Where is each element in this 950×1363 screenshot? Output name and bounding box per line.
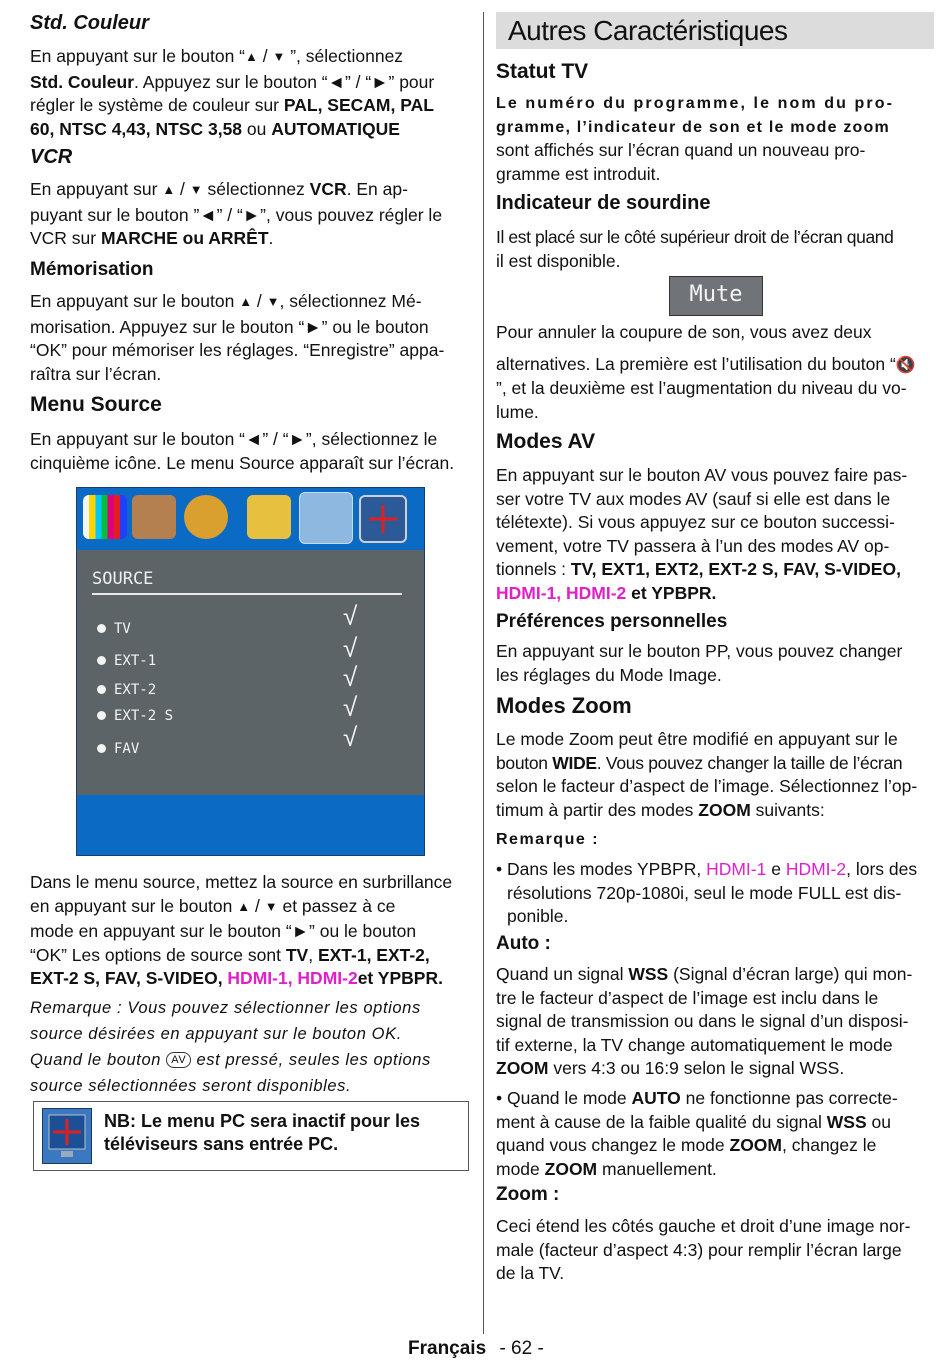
av-button-icon: AV: [166, 1052, 191, 1068]
tools-icon: [247, 495, 291, 539]
memorisation-text: En appuyant sur le bouton ▲ / ▼, sélectionnez Mé- morisation. Appuyez sur le bouton “►” ou le bouton “OK” pour mémoriser les réglages. “Enregistre” appa- raîtra sur l’écran.: [30, 291, 445, 384]
arrow-down-icon: ▼: [264, 898, 278, 914]
column-divider: [483, 12, 484, 1334]
arrow-down-icon: ▼: [189, 182, 203, 197]
heading-preferences: Préférences personnelles: [496, 611, 728, 632]
bullet-icon: [97, 711, 106, 720]
vcr-text: En appuyant sur ▲ / ▼ sélectionnez VCR. En ap- puyant sur le bouton ”◄” / “►”, vous pouvez régler le VCR sur MARCHE ou ARRÊT.: [30, 179, 443, 249]
nb-box: [33, 1101, 469, 1171]
page-footer: [408, 1337, 544, 1361]
menu-bottom-bar: [77, 795, 424, 855]
modes-av-text: En appuyant sur le bouton AV vous pouvez faire pas- ser votre TV aux modes AV (sauf si elle est dans le télétexte). Si vous appuyez sur ce bouton successi- vement, votre TV passera à l’un des modes AV op- tionnels : TV, EXT1, EXT2, EXT-2 S, FAV, S-VIDEO, HDMI-1, HDMI-2 et YPBPR.: [496, 465, 908, 603]
nb-text: NB: Le menu PC sera inactif pour les téléviseurs sans entrée PC.: [104, 1111, 421, 1154]
clock-icon: [184, 495, 228, 539]
check-icon: √: [343, 601, 358, 631]
heading-vcr: VCR: [30, 146, 73, 168]
arrow-down-icon: ▼: [266, 294, 280, 309]
heading-menu-source: Menu Source: [30, 393, 162, 416]
section-banner: Autres Caractéristiques: [496, 12, 934, 49]
source-item-ext1[interactable]: EXT-1: [97, 650, 156, 674]
check-icon: √: [343, 633, 358, 663]
mute-icon: 🔇: [895, 356, 916, 374]
sourdine-text: Il est placé sur le côté supérieur droit de l’écran quand il est disponible.: [496, 227, 894, 271]
pc-icon: [42, 1108, 92, 1164]
heading-sourdine: Indicateur de sourdine: [496, 192, 711, 214]
heading-memorisation: Mémorisation: [30, 259, 154, 280]
source-title-rule: [92, 593, 402, 595]
pc-icon: [359, 495, 407, 543]
heading-zoom: Zoom :: [496, 1184, 560, 1205]
bullet-icon: [97, 744, 106, 753]
mute-indicator: Mute: [669, 276, 763, 316]
check-icon: √: [343, 722, 358, 752]
statut-tv-text: Le numéro du programme, le nom du pro- gramme, l’indicateur de son et le mode zoom sont affichés sur l’écran quand un nouveau pro- gramme est introduit.: [496, 95, 895, 184]
menu-icon-bar: [77, 488, 424, 548]
source-item-ext2[interactable]: EXT-2: [97, 679, 156, 703]
check-icon: √: [343, 692, 358, 722]
remarque-note: Remarque : Vous pouvez sélectionner les options source désirées en appuyant sur le bouton OK. Quand le bouton AV est pressé, seules les options source sélectionnées seront disponibles.: [30, 999, 431, 1095]
arrow-down-icon: ▼: [272, 49, 286, 64]
zoom-text: Ceci étend les côtés gauche et droit d’une image nor- male (facteur d’aspect 4:3) pour remplir l’écran large de la TV.: [496, 1216, 911, 1284]
source-icon: [299, 492, 353, 544]
heading-statut-tv: Statut TV: [496, 60, 589, 83]
check-icon: √: [343, 662, 358, 692]
heading-modes-zoom: Modes Zoom: [496, 693, 632, 718]
tv-source-menu: [76, 487, 425, 856]
heading-modes-av: Modes AV: [496, 430, 596, 453]
source-item-fav[interactable]: FAV: [97, 738, 139, 762]
heading-std-couleur: Std. Couleur: [30, 12, 149, 34]
page-number: - 62 -: [499, 1338, 544, 1359]
sourdine-text-2: Pour annuler la coupure de son, vous avez deux alternatives. La première est l’utilisation du bouton “🔇 ”, et la deuxième est l’augmentation du niveau du vo- lume.: [496, 322, 916, 422]
std-couleur-text: En appuyant sur le bouton “▲ / ▼ ”, sélectionnez Std. Couleur. Appuyez sur le bouton “◄” / “►” pour régler le système de couleur sur PAL, SECAM, PAL 60, NTSC 4,43, NTSC 3,58 ou AUTOMATIQUE: [30, 46, 435, 139]
source-panel: [77, 550, 424, 795]
bullet-icon: [97, 624, 106, 633]
arrow-up-icon: ▲: [237, 898, 251, 914]
bullet-icon: [97, 656, 106, 665]
auto-text: Quand un signal WSS (Signal d’écran large) qui mon- tre le facteur d’aspect de l’image est inclu dans le signal de transmission ou dans le signal d’un disposi- tif externe, la TV change automatiquement le mode ZOOM vers 4:3 ou 16:9 selon le signal WSS. • Quand le mode AUTO ne fonctionne pas correcte- ment à cause de la faible qualité du signal WSS ou quand vous changez le mode ZOOM, changez le mode ZOOM manuellement.: [496, 964, 913, 1179]
menu-source-text: En appuyant sur le bouton “◄” / “►”, sélectionnez le cinquième icône. Le menu Source apparaît sur l’écran.: [30, 429, 455, 473]
picture-icon: [83, 495, 127, 539]
arrow-up-icon: ▲: [239, 294, 253, 309]
source-item-ext2s[interactable]: EXT-2 S: [97, 705, 173, 729]
arrow-up-icon: ▲: [162, 182, 176, 197]
footer-language: Français: [408, 1338, 487, 1359]
arrow-up-icon: ▲: [245, 49, 258, 64]
heading-auto: Auto :: [496, 933, 551, 954]
bullet-icon: [97, 685, 106, 694]
modes-zoom-text: Le mode Zoom peut être modifié en appuyant sur le bouton WIDE. Vous pouvez changer la taille de l’écran selon le facteur d’aspect de l’image. Sélectionnez l’op- timum à partir des modes ZOOM suivants: Remarque : • Dans les modes YPBPR, HDMI-1 e HDMI-2, lors des résolutions 720p-1080i, seul le mode FULL est dis- ponible.: [496, 729, 918, 927]
sound-icon: [132, 495, 176, 539]
source-item-tv[interactable]: TV: [97, 618, 131, 642]
after-menu-text: Dans le menu source, mettez la source en surbrillance en appuyant sur le bouton ▲ / ▼ et passez à ce mode en appuyant sur le bouton “►” ou le bouton “OK” Les options de source sont TV, EXT-1, EXT-2, EXT-2 S, FAV, S-VIDEO, HDMI-1, HDMI-2et YPBPR.: [30, 872, 453, 989]
source-title: SOURCE: [92, 569, 154, 589]
preferences-text: En appuyant sur le bouton PP, vous pouvez changer les réglages du Mode Image.: [496, 641, 903, 685]
